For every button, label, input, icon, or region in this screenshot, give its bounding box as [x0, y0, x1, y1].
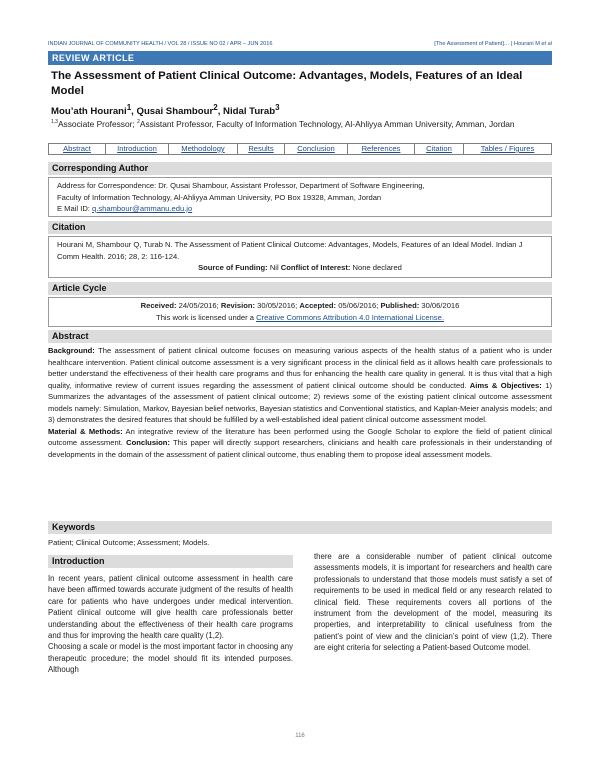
nav-link-methodology[interactable] — [169, 144, 238, 154]
coi-value: None declared — [350, 263, 402, 272]
abstract-text — [48, 345, 552, 460]
intro-paragraph: there are a considerable number of patient clinical outcome assessments models, it is important for researchers and health care professionals to understand that those models must satisfy a set of requirements to be used in medical field or any research related to clinical field. These requirements covers all portions of the instrument from the development of the model, measuring its properties, and interpretability to clinical usefulness from the patient’s point of view and the clinician’s point of view (1,2). There are eight criteria for selecting a Patient-based Outcome model. — [314, 552, 552, 653]
nav-label: Citation — [426, 144, 452, 153]
nav-link-citation[interactable] — [415, 144, 464, 154]
corresponding-author-box — [48, 177, 552, 217]
author-name: Qusai Shambour — [136, 106, 214, 118]
affiliation — [51, 117, 551, 130]
license-line — [57, 312, 543, 324]
accepted-date: 05/06/2016; — [336, 301, 381, 310]
nav-label: Results — [248, 144, 274, 153]
running-head-right-text: [The Assessment of Patient]… | Hourani M — [434, 41, 542, 47]
nav-label: Conclusion — [297, 144, 335, 153]
author-sup: 1 — [126, 103, 132, 112]
revision-label: Revision: — [220, 301, 256, 310]
intro-paragraph: Choosing a scale or model is the most important factor in choosing any therapeutic procedure; the model should fit its intended purposes. Although — [48, 642, 293, 675]
funding-label: Source of Funding: — [198, 263, 268, 272]
accepted-label: Accepted: — [299, 301, 337, 310]
intro-paragraph: In recent years, patient clinical outcome assessment in health care have been affirmed towards accurate judgment of the results of health care for patients who have undergoes under medical intervention. Patient clinical outcome will give health care professionals better understanding about the effectiveness of their health care programs and thus for improving the health care quality (1,2). — [48, 574, 293, 641]
author-name: Nidal Turab — [223, 106, 276, 118]
section-heading-introduction: Introduction — [48, 555, 293, 568]
funding-value: Nil — [267, 263, 281, 272]
abstract-conclusion-label: Conclusion: — [122, 438, 170, 447]
author-sup: 3 — [275, 103, 280, 112]
abstract-aims-label: Aims & Objectives: — [466, 380, 542, 390]
running-head-et-al: et al — [541, 41, 552, 47]
email-link[interactable]: q.shambour@ammanu.edu.jo — [92, 204, 193, 213]
correspondence-address-line: Faculty of Information Technology, Al-Ahliyya Amman University, PO Box 19328, Amman, Jordan — [57, 192, 382, 202]
intro-column-left — [48, 573, 293, 676]
intro-column-right — [314, 551, 552, 654]
published-label: Published: — [380, 301, 420, 310]
correspondence-address-line: Address for Correspondence: Dr. Qusai Shambour, Assistant Professor, Department of Software Engineering, — [57, 181, 425, 190]
section-heading-keywords: Keywords — [48, 521, 552, 534]
received-label: Received: — [140, 301, 177, 310]
funding-line — [57, 262, 543, 274]
nav-link-conclusion[interactable] — [285, 144, 348, 154]
nav-label: References — [361, 144, 401, 153]
abstract-background: The assessment of patient clinical outcome focuses on measuring various aspects of the health status of a patient who is under healthcare intervention. Patient clinical outcome assessment is a very significant process in the clinical field as it allows health care professionals to better understand the effectiveness of their health care programs and thus for enhancing the health care quality in general. It is thus vital that a high quality, informative review of current issues regarding the assessment of patient clinical outcome should be conducted. — [48, 346, 552, 390]
section-nav-bar — [48, 143, 552, 155]
correspondence-email-line — [57, 203, 543, 215]
article-title: The Assessment of Patient Clinical Outcome: Advantages, Models, Features of an Ideal Model — [51, 70, 523, 97]
article-cycle-box — [48, 297, 552, 327]
citation-box — [48, 236, 552, 278]
nav-label: Introduction — [117, 144, 157, 153]
author-sup: 2 — [213, 103, 218, 112]
running-head — [48, 41, 552, 47]
section-heading-abstract: Abstract — [48, 330, 552, 343]
license-prefix: This work is licensed under a — [156, 312, 257, 322]
coi-label: Conflict of Interest: — [280, 263, 351, 272]
author-name: Mou’ath Hourani — [51, 106, 127, 118]
nav-label: Methodology — [181, 144, 225, 153]
running-head-left: INDIAN JOURNAL OF COMMUNITY HEALTH / VOL 28 / ISSUE NO 02 / APR – JUN 2016 — [48, 41, 273, 47]
abstract-background-label: Background: — [48, 346, 95, 355]
abstract-methods: An integrative review of the literature has been performed using the Google Scholar to explore the field of patient clinical outcome assessment. — [48, 426, 552, 447]
nav-label: Abstract — [63, 144, 91, 153]
affiliation-text: Associate Professor; — [57, 118, 138, 129]
article-dates — [57, 300, 543, 312]
affiliation-sup: 2 — [137, 119, 140, 125]
keywords-text: Patient; Clinical Outcome; Assessment; Models. — [48, 538, 210, 547]
affiliation-sup: 1,3 — [51, 119, 58, 125]
nav-link-introduction[interactable] — [106, 144, 169, 154]
nav-link-abstract[interactable] — [49, 144, 106, 154]
abstract-aims: 1) Summarizes the advantages of the assessment of patient clinical outcome; 2) reviews some of the existing patient clinical outcome assessment models namely: Simulation, Markov, Bayesian belief networks, Bayesian statistics and Conventional statistics, and Kaplan-Meier analysis models; and 3) demonstrates the desired features that should be fulfilled by a well-established ideal patient clinical outcome assessment model. — [48, 380, 552, 424]
published-date: 30/06/2016 — [419, 301, 460, 310]
nav-label: Tables / Figures — [480, 144, 535, 153]
article-type-banner: REVIEW ARTICLE — [48, 51, 552, 65]
section-heading-corresponding: Corresponding Author — [48, 162, 552, 175]
affiliation-text: Assistant Professor, Faculty of Information Technology, Al-Ahliyya Amman University, Amman, Jordan — [139, 118, 515, 129]
running-head-right — [434, 41, 552, 47]
abstract-methods-label: Material & Methods: — [48, 426, 123, 436]
license-link[interactable]: Creative Commons Attribution 4.0 International License. — [256, 312, 444, 322]
section-heading-citation: Citation — [48, 221, 552, 234]
received-date: 24/05/2016; — [176, 301, 221, 310]
page-number: 116 — [295, 733, 305, 739]
nav-link-references[interactable] — [348, 144, 415, 154]
author-list: Mou’ath Hourani$^1$, Qusai Shambour$^2$, Nidal Turab$^3$ — [51, 103, 280, 118]
nav-link-results[interactable] — [238, 144, 285, 154]
abstract-conclusion: This paper will directly support researchers, clinicians and health care professionals in their understanding of developments in the domain of the assessment of patient clinical outcome, thus enabling them to propose ideal assessment models. — [48, 438, 552, 459]
nav-link-tables-figures[interactable] — [464, 144, 551, 154]
email-label: E Mail ID: — [57, 204, 93, 213]
citation-text: Hourani M, Shambour Q, Turab N. The Assessment of Patient Clinical Outcome: Advantages, Models, Features of an Ideal Model. Indian J Comm Health. 2016; 28, 2: 116-124. — [57, 240, 523, 261]
section-heading-article-cycle: Article Cycle — [48, 282, 552, 295]
revision-date: 30/05/2016; — [255, 301, 300, 310]
